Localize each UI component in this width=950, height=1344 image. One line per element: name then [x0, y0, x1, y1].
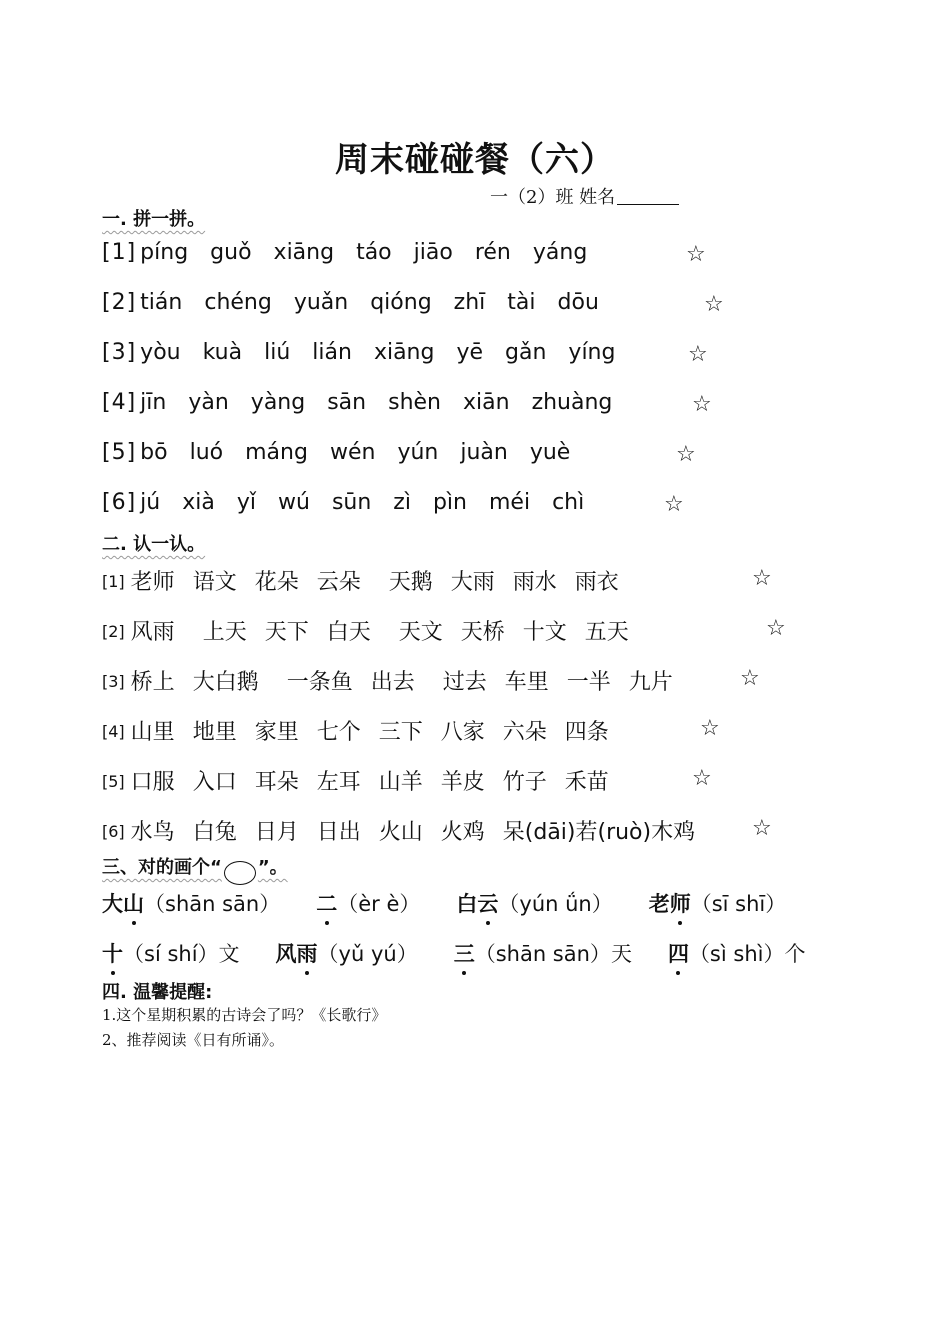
row-number: [1] [102, 240, 137, 265]
section2-heading: 二. 认一认。 [102, 534, 206, 555]
emphasis-dot-icon [325, 921, 329, 925]
page-title: 周末碰碰餐（六） [335, 140, 615, 180]
section3-heading [102, 853, 288, 885]
pinyin-word: tián [140, 290, 183, 315]
section3-heading-post: ”。 [257, 857, 288, 878]
word-row [102, 665, 691, 696]
pinyin-word: tài [507, 290, 536, 315]
word-item: 羊皮 [440, 770, 485, 795]
rating-star-icon[interactable]: ☆ [752, 566, 772, 591]
word-item: 八家 [440, 720, 485, 745]
pinyin-word: chì [552, 490, 585, 515]
rating-star-icon[interactable]: ☆ [740, 666, 760, 691]
pinyin-word: píng [140, 240, 189, 265]
target-char: 三 [454, 942, 475, 966]
word-item: 云朵 [316, 570, 361, 595]
pinyin-word: yàng [250, 390, 306, 415]
word-item: 雨水 [512, 570, 557, 595]
rating-star-icon[interactable]: ☆ [700, 716, 720, 741]
rating-star-icon[interactable]: ☆ [688, 342, 708, 367]
word-char: 白 [456, 892, 478, 916]
pinyin-word: sān [327, 390, 367, 415]
pinyin-row [102, 490, 606, 515]
pinyin-word: rén [474, 240, 511, 265]
word-item: 日月 [254, 820, 299, 845]
section3-line-1 [102, 888, 830, 918]
pinyin-word: xiāng [373, 340, 435, 365]
row-number: [3] [102, 340, 137, 365]
pinyin-word: gǎn [505, 340, 547, 365]
target-char: 二 [316, 892, 337, 916]
word-item: 竹子 [502, 770, 547, 795]
word-item: 十文 [522, 620, 567, 645]
word-item: 天鹅 [388, 570, 433, 595]
word-item: 山里 [130, 720, 175, 745]
word-row [102, 815, 713, 846]
word-item: 出去 [370, 670, 415, 695]
word-item: 花朵 [254, 570, 299, 595]
rating-star-icon[interactable]: ☆ [704, 292, 724, 317]
rating-star-icon[interactable]: ☆ [676, 442, 696, 467]
name-blank[interactable] [617, 204, 679, 205]
rating-star-icon[interactable]: ☆ [766, 616, 786, 641]
row-number: [1] [102, 572, 125, 591]
pinyin-options[interactable]: （yǔ yú） [317, 942, 418, 966]
word-item: 耳朵 [254, 770, 299, 795]
pinyin-word: qióng [370, 290, 432, 315]
word-item: 三下 [378, 720, 423, 745]
pinyin-word: shèn [388, 390, 441, 415]
word-item: 家里 [254, 720, 299, 745]
row-number: [2] [102, 622, 125, 641]
pinyin-word: yáng [532, 240, 588, 265]
pronunciation-choice[interactable] [276, 938, 418, 968]
pinyin-word: máng [245, 440, 308, 465]
word-item: 老师 [130, 570, 175, 595]
emphasis-dot-icon [132, 921, 136, 925]
pinyin-word: yǐ [236, 490, 256, 515]
pinyin-row [102, 340, 637, 365]
pinyin-word: táo [356, 240, 392, 265]
word-item: 上天 [202, 620, 247, 645]
rating-star-icon[interactable]: ☆ [664, 492, 684, 517]
pronunciation-choice[interactable] [102, 888, 280, 918]
emphasis-dot-icon [462, 971, 466, 975]
row-number: [4] [102, 390, 137, 415]
pinyin-options[interactable]: （sī shī） [690, 892, 787, 916]
pinyin-word: bō [140, 440, 168, 465]
word-char: 风 [275, 942, 297, 966]
word-item: 禾苗 [564, 770, 609, 795]
pinyin-word: sūn [331, 490, 372, 515]
rating-star-icon[interactable]: ☆ [692, 766, 712, 791]
word-row [102, 565, 637, 596]
pinyin-word: wén [329, 440, 376, 465]
pronunciation-choice[interactable] [454, 938, 632, 968]
target-char: 云 [477, 892, 498, 916]
pinyin-word: liú [264, 340, 291, 365]
pinyin-word: jú [140, 490, 161, 515]
row-number: [4] [102, 722, 125, 741]
rating-star-icon[interactable]: ☆ [692, 392, 712, 417]
row-number: [6] [102, 490, 137, 515]
word-item: 车里 [504, 670, 549, 695]
pinyin-word: yòu [140, 340, 181, 365]
pinyin-word: jiāo [413, 240, 453, 265]
section3-heading-pre: 三、对的画个“ [102, 857, 222, 878]
word-item: 天文 [398, 620, 443, 645]
word-item: 天下 [264, 620, 309, 645]
word-item: 山羊 [378, 770, 423, 795]
section1-heading: 一. 拼一拼。 [102, 209, 206, 230]
pinyin-options[interactable]: （èr è） [337, 892, 421, 916]
pinyin-word: juàn [460, 440, 508, 465]
word-char: 文 [218, 942, 240, 966]
word-item: 过去 [442, 670, 487, 695]
target-char: 山 [123, 892, 144, 916]
word-item: 火山 [378, 820, 423, 845]
pinyin-word: xià [182, 490, 215, 515]
class-label: 一（2）班 姓名 [490, 187, 616, 208]
word-item: 四条 [564, 720, 609, 745]
pinyin-word: yē [456, 340, 484, 365]
rating-star-icon[interactable]: ☆ [752, 816, 772, 841]
pinyin-row [102, 290, 621, 315]
word-item: 左耳 [316, 770, 361, 795]
word-item: 地里 [192, 720, 237, 745]
word-item: 口服 [130, 770, 175, 795]
word-item: 白兔 [192, 820, 237, 845]
pinyin-word: xiāng [273, 240, 335, 265]
section4-heading: 四. 温馨提醒: [102, 982, 213, 1003]
word-item: 九片 [628, 670, 673, 695]
tip-2: 2、推荐阅读《日有所诵》。 [102, 1031, 285, 1049]
word-item: 白天 [326, 620, 371, 645]
target-char: 雨 [297, 942, 318, 966]
circle-mark-icon [224, 861, 256, 885]
pinyin-word: wú [278, 490, 310, 515]
pronunciation-choice[interactable] [102, 938, 240, 968]
word-item: 一条鱼 [286, 670, 353, 695]
pinyin-word: yún [397, 440, 439, 465]
emphasis-dot-icon [111, 971, 115, 975]
row-number: [6] [102, 822, 125, 841]
pinyin-options[interactable]: （yún ǘn） [498, 892, 613, 916]
word-item: 大雨 [450, 570, 495, 595]
pinyin-word: xiān [463, 390, 510, 415]
word-row [102, 615, 647, 646]
pinyin-row [102, 390, 634, 415]
pinyin-word: kuà [202, 340, 243, 365]
pinyin-word: guǒ [210, 240, 252, 265]
pinyin-options[interactable]: （sì shì） [688, 942, 785, 966]
pinyin-row [102, 440, 592, 465]
pinyin-options[interactable]: （shān sān） [144, 892, 281, 916]
pinyin-word: dōu [557, 290, 599, 315]
pinyin-word: zì [393, 490, 411, 515]
word-item: 语文 [192, 570, 237, 595]
rating-star-icon[interactable]: ☆ [686, 242, 706, 267]
word-char: 大 [102, 892, 123, 916]
target-char: 师 [670, 892, 691, 916]
word-item: 雨衣 [574, 570, 619, 595]
row-number: [2] [102, 290, 137, 315]
emphasis-dot-icon [305, 971, 309, 975]
word-item: 五天 [584, 620, 629, 645]
pinyin-word: zhī [453, 290, 486, 315]
pinyin-row [102, 240, 609, 265]
pronunciation-choice[interactable] [316, 888, 420, 918]
pronunciation-choice[interactable] [649, 888, 787, 918]
row-number: [5] [102, 440, 137, 465]
pronunciation-choice[interactable] [456, 888, 612, 918]
pinyin-options[interactable]: （sí shí） [123, 942, 219, 966]
word-item: 日出 [316, 820, 361, 845]
word-item: 火鸡 [440, 820, 485, 845]
pinyin-word: chéng [204, 290, 272, 315]
pinyin-word: yíng [568, 340, 616, 365]
emphasis-dot-icon [676, 971, 680, 975]
word-item: 六朵 [502, 720, 547, 745]
word-row [102, 765, 627, 796]
section3-line-2 [102, 938, 830, 968]
target-char: 十 [102, 942, 123, 966]
word-item: 呆(dāi)若(ruò)木鸡 [502, 820, 696, 845]
pinyin-word: jīn [140, 390, 167, 415]
target-char: 四 [668, 942, 689, 966]
pinyin-word: luó [189, 440, 224, 465]
row-number: [5] [102, 772, 125, 791]
pinyin-word: yuǎn [293, 290, 349, 315]
pinyin-word: yàn [188, 390, 229, 415]
pronunciation-choice[interactable] [668, 938, 806, 968]
pinyin-word: yuè [529, 440, 571, 465]
pinyin-word: méi [489, 490, 531, 515]
word-item: 大白鹅 [192, 670, 259, 695]
word-item: 桥上 [130, 670, 175, 695]
tip-1: 1.这个星期积累的古诗会了吗？《长歌行》 [102, 1006, 387, 1024]
pinyin-word: zhuàng [531, 390, 613, 415]
word-item: 风雨 [130, 620, 175, 645]
word-item: 水鸟 [130, 820, 175, 845]
pinyin-word: lián [312, 340, 352, 365]
pinyin-options[interactable]: （shān sān） [474, 942, 611, 966]
word-char: 老 [648, 892, 670, 916]
word-char: 个 [784, 942, 806, 966]
word-item: 七个 [316, 720, 361, 745]
word-item: 入口 [192, 770, 237, 795]
pinyin-word: pìn [432, 490, 467, 515]
class-name-line [490, 183, 679, 209]
word-item: 一半 [566, 670, 611, 695]
emphasis-dot-icon [486, 921, 490, 925]
word-char: 天 [610, 942, 632, 966]
word-row [102, 715, 627, 746]
word-item: 天桥 [460, 620, 505, 645]
emphasis-dot-icon [678, 921, 682, 925]
row-number: [3] [102, 672, 125, 691]
